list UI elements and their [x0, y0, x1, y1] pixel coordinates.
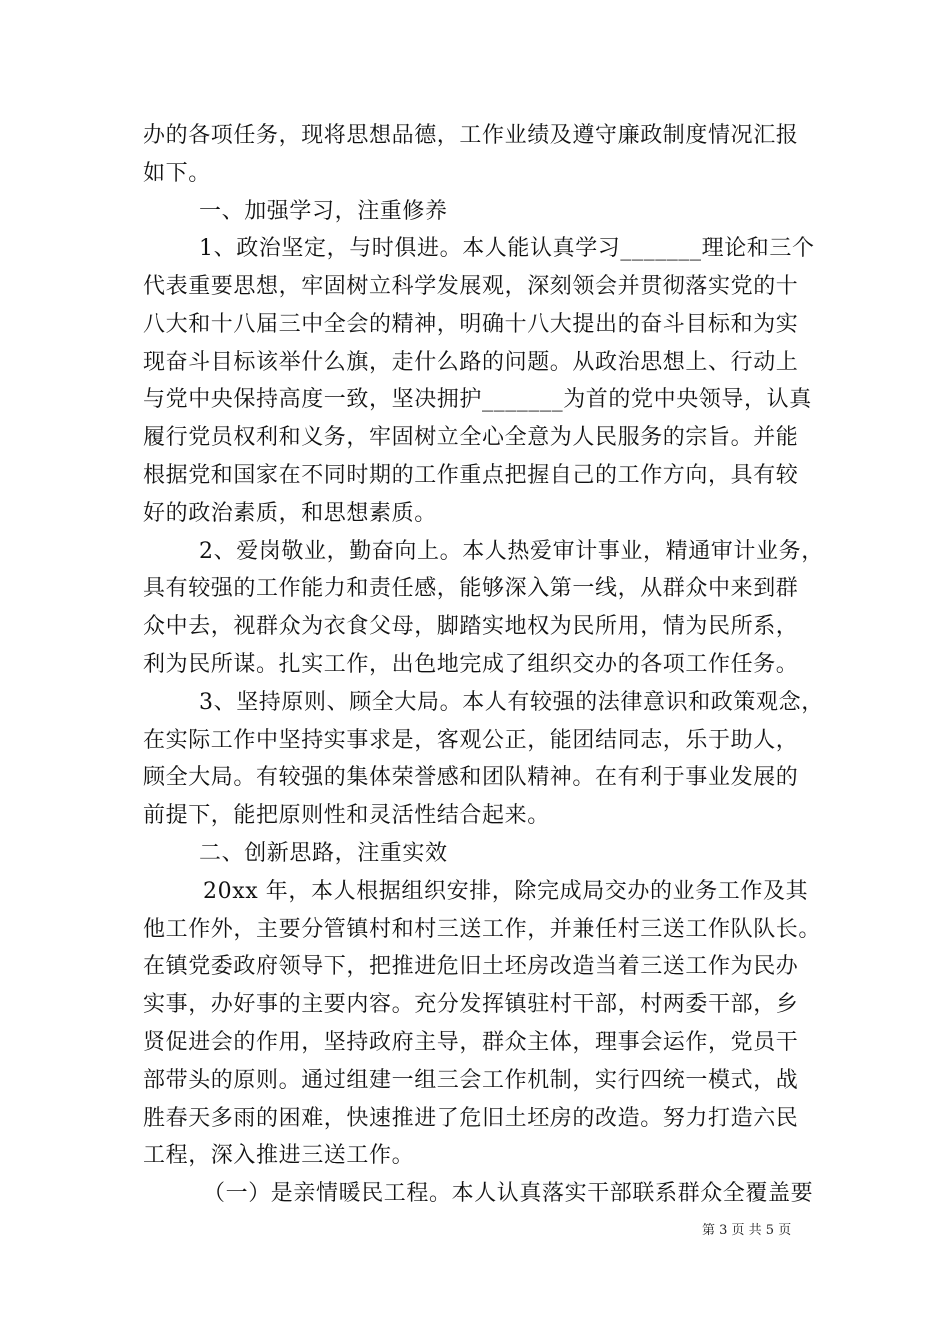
- text-line: 好的政治素质，和思想素质。: [143, 501, 437, 526]
- text-line: 贤促进会的作用，坚持政府主导，群众主体，理事会运作，党员干: [143, 1030, 799, 1055]
- section-heading: 二、创新思路，注重实效: [199, 841, 448, 866]
- section-heading: 一、加强学习，注重修养: [199, 199, 448, 224]
- text-line: 履行党员权利和义务，牢固树立全心全意为人民服务的宗旨。并能: [143, 425, 799, 450]
- text-line: 实事，办好事的主要内容。充分发挥镇驻村干部，村两委干部，乡: [143, 992, 799, 1017]
- text-line: 与党中央保持高度一致，坚决拥护_______为首的党中央领导，认真: [143, 387, 812, 412]
- text-line: 3、坚持原则、顾全大局。本人有较强的法律意识和政策观念，: [199, 690, 824, 715]
- text-line: 1、政治坚定，与时俱进。本人能认真学习_______理论和三个: [199, 236, 815, 261]
- text-line: 现奋斗目标该举什么旗，走什么路的问题。从政治思想上、行动上: [143, 350, 799, 375]
- text-line: 他工作外，主要分管镇村和村三送工作，并兼任村三送工作队队长。: [143, 917, 822, 942]
- text-line: 如下。: [143, 161, 211, 186]
- text-line: 具有较强的工作能力和责任感，能够深入第一线，从群众中来到群: [143, 576, 799, 601]
- text-line: 在实际工作中坚持实事求是，客观公正，能团结同志，乐于助人，: [143, 728, 799, 753]
- text-line: 前提下，能把原则性和灵活性结合起来。: [143, 803, 550, 828]
- text-line: 顾全大局。有较强的集体荣誉感和团队精神。在有利于事业发展的: [143, 765, 799, 790]
- text-line: （一）是亲情暖民工程。本人认真落实干部联系群众全覆盖要: [203, 1181, 814, 1206]
- text-line: 众中去，视群众为衣食父母，脚踏实地权为民所用，情为民所系，: [143, 614, 799, 639]
- text-line: 代表重要思想，牢固树立科学发展观，深刻领会并贯彻落实党的十: [143, 274, 799, 299]
- text-line: 胜春天多雨的困难，快速推进了危旧土坯房的改造。努力打造六民: [143, 1106, 799, 1131]
- text-line: 八大和十八届三中全会的精神，明确十八大提出的奋斗目标和为实: [143, 312, 799, 337]
- text-line: 部带头的原则。通过组建一组三会工作机制，实行四统一模式，战: [143, 1068, 799, 1093]
- text-line: 利为民所谋。扎实工作，出色地完成了组织交办的各项工作任务。: [143, 652, 799, 677]
- text-line: 根据党和国家在不同时期的工作重点把握自己的工作方向，具有较: [143, 463, 799, 488]
- text-line: 办的各项任务，现将思想品德，工作业绩及遵守廉政制度情况汇报: [143, 123, 799, 148]
- text-line: 20xx 年，本人根据组织安排，除完成局交办的业务工作及其: [203, 879, 809, 904]
- text-line: 2、爱岗敬业，勤奋向上。本人热爱审计事业，精通审计业务，: [199, 539, 824, 564]
- text-line: 工程，深入推进三送工作。: [143, 1143, 415, 1168]
- page-number: 第 3 页 共 5 页: [702, 1223, 792, 1238]
- text-line: 在镇党委政府领导下，把推进危旧土坯房改造当着三送工作为民办: [143, 954, 799, 979]
